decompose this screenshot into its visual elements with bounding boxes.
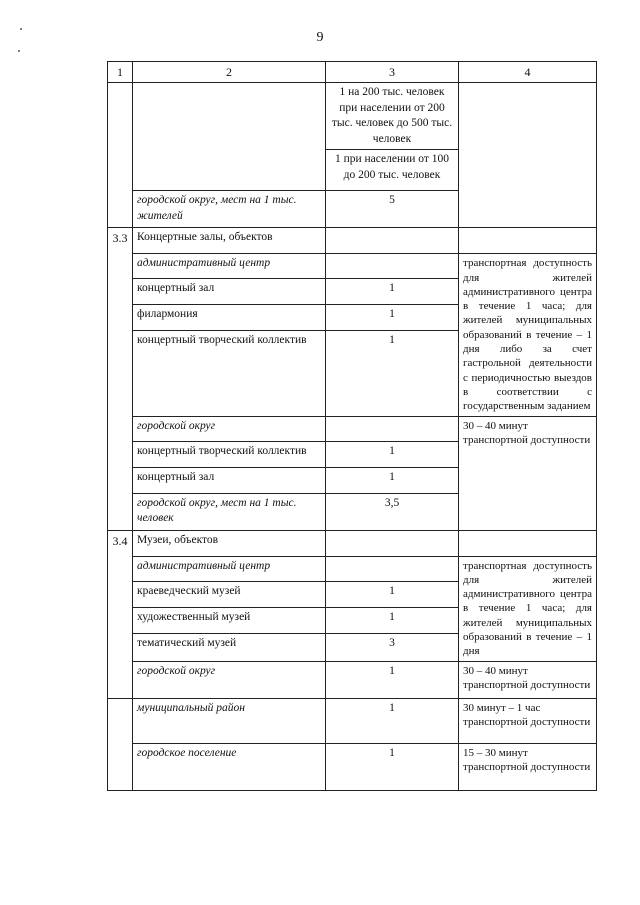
value-cell: 1 xyxy=(326,661,459,698)
row-number-cell xyxy=(108,83,133,228)
value-cell: 1 xyxy=(326,743,459,790)
table-row xyxy=(108,556,597,581)
value-cell: 1 xyxy=(326,467,459,493)
note-cell xyxy=(459,530,597,556)
value-cell: 1 xyxy=(326,305,459,331)
table-row xyxy=(108,254,597,279)
standards-table xyxy=(107,61,597,791)
header-col-3: 3 xyxy=(326,62,459,83)
row-label-cell: тематический музей xyxy=(133,634,326,661)
value-cell xyxy=(326,254,459,279)
value-cell xyxy=(326,228,459,254)
page-number: 9 xyxy=(316,30,324,45)
row-number-cell xyxy=(108,698,133,790)
row-label-cell: концертный творческий коллектив xyxy=(133,441,326,467)
table-header-row xyxy=(108,62,597,83)
row-label-cell: концертный зал xyxy=(133,279,326,305)
row-label-cell: концертный зал xyxy=(133,467,326,493)
note-cell: 15 – 30 минут транспортной доступности xyxy=(459,743,597,790)
header-col-4: 4 xyxy=(459,62,597,83)
note-cell: 30 – 40 минут транспортной доступности xyxy=(459,416,597,530)
note-cell xyxy=(459,228,597,254)
header-col-1: 1 xyxy=(108,62,133,83)
value-cell xyxy=(326,416,459,441)
scan-speck xyxy=(18,50,20,52)
note-cell: транспортная доступность для жителей административного центра в течение 1 часа; для жителей муниципальных образований в течение – 1 дня xyxy=(459,556,597,661)
value-cell: 3 xyxy=(326,634,459,661)
section-title: Концертные залы, объектов xyxy=(133,228,326,254)
value-cell: 1 xyxy=(326,441,459,467)
value-cell xyxy=(326,556,459,581)
section-number: 3.3 xyxy=(108,228,133,530)
row-label-cell: административный центр xyxy=(133,556,326,581)
section-number: 3.4 xyxy=(108,530,133,698)
row-label-cell: филармония xyxy=(133,305,326,331)
value-cell: 1 xyxy=(326,279,459,305)
table-row xyxy=(108,661,597,698)
note-cell: транспортная доступность для жителей административного центра в течение 1 часа; для жителей муниципальных образований в течение – 1 дня либо за счет гастрольной деятельности с периодичностью выездов в соответствии с государственным заданием xyxy=(459,254,597,416)
value-cell: 1 xyxy=(326,698,459,743)
note-cell: 30 минут – 1 час транспортной доступности xyxy=(459,698,597,743)
table-row xyxy=(108,698,597,743)
value-cell: 3,5 xyxy=(326,493,459,530)
value-cell: 1 xyxy=(326,581,459,607)
row-label-cell: концертный творческий коллектив xyxy=(133,331,326,416)
value-cell: 1 xyxy=(326,608,459,634)
value-cell: 1 xyxy=(326,331,459,416)
table-row xyxy=(108,83,597,150)
row-label-cell: краеведческий музей xyxy=(133,581,326,607)
row-label-cell: городской округ xyxy=(133,416,326,441)
note-cell: 30 – 40 минут транспортной доступности xyxy=(459,661,597,698)
row-label-cell: городской округ, мест на 1 тыс. жителей xyxy=(133,191,326,228)
table-row xyxy=(108,743,597,790)
table-row xyxy=(108,530,597,556)
section-title: Музеи, объектов xyxy=(133,530,326,556)
row-label-cell: административный центр xyxy=(133,254,326,279)
row-label-cell xyxy=(133,83,326,191)
row-label-cell: городское поселение xyxy=(133,743,326,790)
value-cell: 1 при населении от 100 до 200 тыс. человек xyxy=(326,150,459,191)
row-label-cell: городской округ xyxy=(133,661,326,698)
row-label-cell: муниципальный район xyxy=(133,698,326,743)
value-cell: 1 на 200 тыс. человек при населении от 200 тыс. человек до 500 тыс. человек xyxy=(326,83,459,150)
table-row xyxy=(108,228,597,254)
note-cell xyxy=(459,83,597,228)
header-col-2: 2 xyxy=(133,62,326,83)
table-row xyxy=(108,416,597,441)
row-label-cell: городской округ, мест на 1 тыс. человек xyxy=(133,493,326,530)
value-cell: 5 xyxy=(326,191,459,228)
row-label-cell: художественный музей xyxy=(133,608,326,634)
value-cell xyxy=(326,530,459,556)
